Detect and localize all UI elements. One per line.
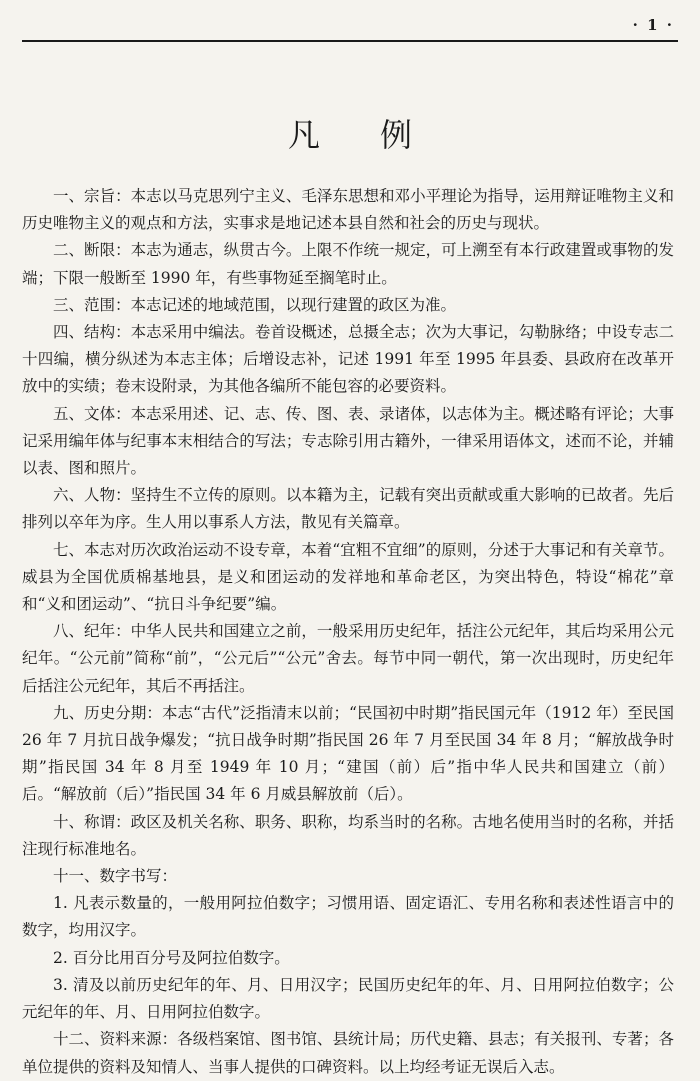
paragraph-numerals-2: 2. 百分比用百分号及阿拉伯数字。: [53, 948, 290, 967]
paragraph-chronology: 八、纪年：中华人民共和国建立之前，一般采用历史纪年，括注公元纪年，其后均采用公元纪年。“公元前”简称“前”，“公元后”“公元”舍去。每节中同一朝代，第一次出现时，历史纪年后括注公元纪年，其后不再括注。: [22, 622, 674, 695]
paragraph-periods: 九、历史分期：本志“古代”泛指清末以前；“民国初中时期”指民国元年（1912 年）至民国 26 年 7 月抗日战争爆发；“抗日战争时期”指民国 26 年 7 月至民国 34 年 8 月；“解放战争时期”指民国 34 年 8 月至 1949 年 10 月；“建国（前）后”指中华人民共和国建立（前）后。“解放前（后）”指民国 34 年 6 月威县解放前（后）。: [22, 703, 674, 804]
paragraph-titles: 十、称谓：政区及机关名称、职务、职称，均系当时的名称。古地名使用当时的名称，并括注现行标准地名。: [22, 812, 674, 858]
paragraph-time-limits: 二、断限：本志为通志，纵贯古今。上限不作统一规定，可上溯至有本行政建置或事物的发端；下限一般断至 1990 年，有些事物延至搁笔时止。: [22, 241, 674, 287]
paragraph-sources: 十二、资料来源：各级档案馆、图书馆、县统计局；历代史籍、县志；有关报刊、专著；各单位提供的资料及知情人、当事人提供的口碑资料。以上均经考证无误后入志。: [22, 1030, 674, 1076]
paragraph-structure: 四、结构：本志采用中编法。卷首设概述，总摄全志；次为大事记，勾勒脉络；中设专志二十四编，横分纵述为本志主体；后增设志补，记述 1991 年至 1995 年县委、县政府在改革开放中的实绩；卷末设附录，为其他各编所不能包容的必要资料。: [22, 323, 674, 396]
paragraph-numerals-3: 3. 清及以前历史纪年的年、月、日用汉字；民国历史纪年的年、月、日用阿拉伯数字；公元纪年的年、月、日用阿拉伯数字。: [22, 975, 674, 1022]
paragraph-numerals: 十一、数字书写：: [53, 867, 178, 886]
paragraph-numerals-1: 1. 凡表示数量的，一般用阿拉伯数字；习惯用语、固定语汇、专用名称和表述性语言中的数字，均用汉字。: [22, 894, 674, 940]
body-text: [22, 183, 674, 1081]
page-title: 凡例: [287, 116, 472, 154]
paragraph-scope: 三、范围：本志记述的地域范围，以现行建置的政区为准。: [53, 295, 457, 314]
page-number: · 1 ·: [632, 16, 674, 34]
paragraph-persons: 六、人物：坚持生不立传的原则。以本籍为主，记载有突出贡献或重大影响的已故者。先后排列以卒年为序。生人用以事系人方法，散见有关篇章。: [22, 486, 674, 532]
header-rule: [22, 40, 678, 42]
paragraph-style: 五、文体：本志采用述、记、志、传、图、表、录诸体，以志体为主。概述略有评论；大事记采用编年体与纪事本末相结合的写法；专志除引用古籍外，一律采用语体文，述而不论，并辅以表、图和照片。: [22, 404, 674, 478]
paragraph-political-movements: 七、本志对历次政治运动不设专章，本着“宜粗不宜细”的原则，分述于大事记和有关章节。威县为全国优质棉基地县，是义和团运动的发祥地和革命老区，为突出特色，特设“棉花”章和“义和团运动”、“抗日斗争纪要”编。: [22, 540, 674, 614]
paragraph-purpose: 一、宗旨：本志以马克思列宁主义、毛泽东思想和邓小平理论为指导，运用辩证唯物主义和历史唯物主义的观点和方法，实事求是地记述本县自然和社会的历史与现状。: [22, 187, 674, 233]
page-header: [22, 14, 678, 38]
